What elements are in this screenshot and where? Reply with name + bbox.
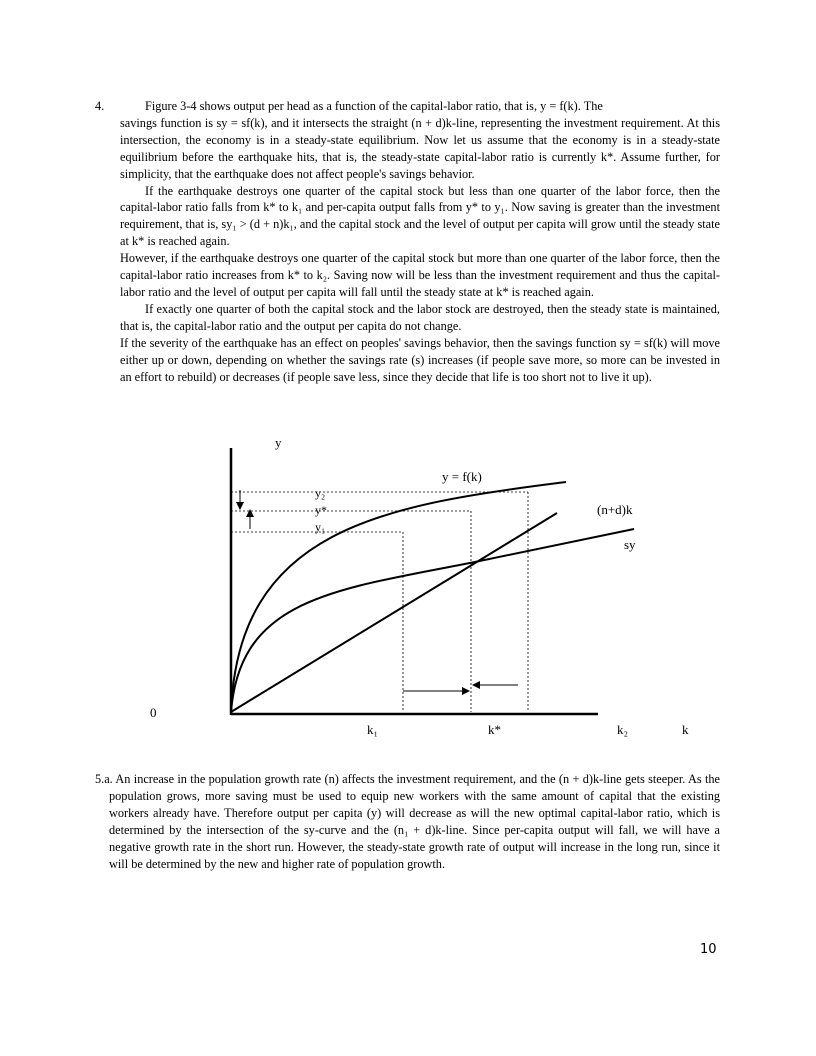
answer-5a: [95, 771, 720, 872]
curve-output-label: y = f(k): [442, 469, 482, 484]
saving-curve-label: sy: [624, 537, 636, 552]
y1-label: y₁: [315, 520, 326, 534]
y2-label: y₂: [315, 486, 326, 500]
saving-curve: [231, 529, 634, 712]
k2-label: k₂: [617, 722, 629, 737]
answer-4-number: 4.: [95, 99, 105, 113]
output-curve: [231, 482, 566, 712]
answer-4-paragraph-5: If the severity of the earthquake has an effect on peoples' savings behavior, then the savings function sy = sf(k) will move either up or down, depending on whether the savings rate (s) increases (if people save more, so more can be invested in an effort to rebuild) or decreases (if people save less, since they decide that life is too short not to live it up).: [120, 335, 720, 384]
guide-lines: [231, 492, 528, 712]
answer-4-paragraph-3: However, if the earthquake destroys one quarter of the capital stock but more than one quarter of the labor force, then the capital-labor ratio increases from k* to k₂. Saving now will be less than the investment requirement and thus the capital-labor ratio and the level of output per capita will fall until the steady state at k* is reached again.: [120, 251, 720, 299]
answer-5a-text: An increase in the population growth rate (n) affects the investment requirement, and the (n + d)k-line gets steeper. As the population grows, more saving must be used to equip new workers with the same amount of capital that the existing workers already have. Therefore output per capita (y) will decrease as will the new optimal capital-labor ratio, which is determined by the intersection of the sy-curve and the (n₁ + d)k-line. Since per-capita output will fall, we will have a negative growth rate in the short run. However, the steady-state growth rate of output will increase in the long run, since it will be determined by the new and higher rate of population growth.: [109, 772, 720, 871]
y-axis-label: y: [275, 435, 282, 450]
x-axis-label: k: [682, 722, 689, 737]
origin-label: 0: [150, 705, 157, 720]
investment-line: [231, 513, 557, 712]
answer-4-paragraph-1: savings function is sy = sf(k), and it intersects the straight (n + d)k-line, representing the investment requirement. At this intersection, the economy is in a steady-state equilibrium. Now let us assume that the economy is in a steady-state equilibrium before the earthquake hits, that is, the steady-state capital-labor ratio is currently k*. Assume further, for simplicity, that the earthquake does not affect people's savings behavior.: [120, 115, 720, 181]
answer-5a-number: 5.a.: [95, 772, 113, 786]
ystar-label: y*: [315, 503, 327, 517]
page-number: 10: [700, 942, 717, 957]
answer-4-paragraph-2: If the earthquake destroys one quarter of the capital stock but less than one quarter of the labor force, then the capital-labor ratio falls from k* to k₁ and per-capita output falls from y* to y₁. Now saving is greater than the investment requirement, that is, sy₁ > (d + n)k₁, and the capital stock and the level of output per capita will grow until the steady state at k* is reached again.: [120, 183, 720, 249]
answer-5a-paragraph: [95, 771, 720, 872]
answer-4-paragraph-4: If exactly one quarter of both the capital stock and the labor stock are destroyed, then the steady state is maintained, that is, the capital-labor ratio and the output per capita do not change.: [120, 301, 720, 333]
k1-label: k₁: [367, 722, 379, 737]
investment-line-label: (n+d)k: [597, 502, 633, 517]
kstar-label: k*: [488, 722, 501, 737]
answer-4-paragraph-1-first-line-text: Figure 3-4 shows output per head as a function of the capital-labor ratio, that is, y = f(k). The: [145, 99, 603, 113]
